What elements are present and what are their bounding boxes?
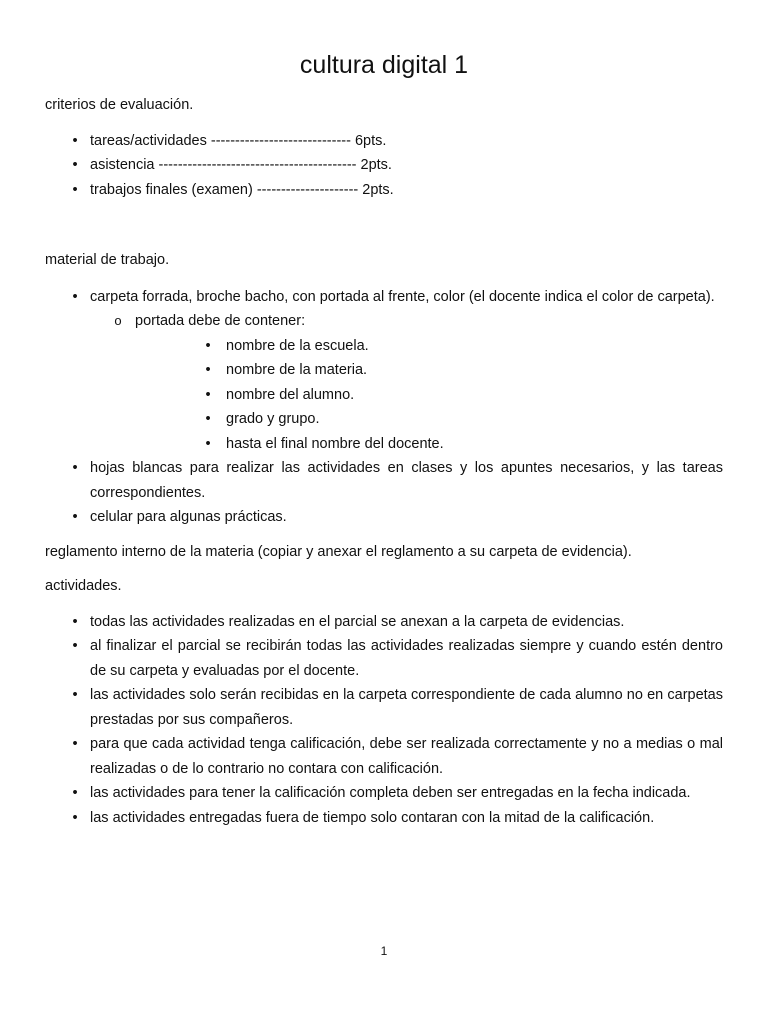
- list-item: [45, 505, 723, 530]
- criterio-asistencia: asistencia ----------------------------------------- 2pts.: [90, 157, 392, 173]
- bullet-icon: •: [205, 386, 211, 403]
- list-item: [45, 456, 723, 505]
- material-hojas: hojas blancas para realizar las actividades en clases y los apuntes necesarios, y las tareas correspondientes.: [90, 460, 723, 501]
- page-number: 1: [380, 944, 388, 958]
- list-item: [45, 153, 723, 178]
- bullet-icon: •: [72, 460, 78, 476]
- portada-items: [45, 334, 723, 457]
- portada-label: portada debe de contener:: [135, 313, 306, 329]
- actividad-item: al finalizar el parcial se recibirán todas las actividades realizadas siempre y cuando estén dentro de su carpeta y evaluadas por el docente.: [90, 638, 723, 679]
- list-item: [45, 610, 723, 635]
- document-title: cultura digital 1: [299, 51, 469, 79]
- material-heading: material de trabajo.: [45, 252, 170, 268]
- list-item: [45, 732, 723, 781]
- criterios-heading: criterios de evaluación.: [45, 97, 194, 113]
- bullet-icon: •: [72, 809, 78, 826]
- portada-item-materia: nombre de la materia.: [226, 362, 368, 378]
- portada-item-escuela: nombre de la escuela.: [226, 337, 369, 354]
- actividad-item: todas las actividades realizadas en el parcial se anexan a la carpeta de evidencias.: [90, 613, 625, 630]
- list-item: [45, 309, 723, 334]
- bullet-icon: •: [72, 157, 78, 173]
- list-item: [45, 806, 723, 831]
- list-item: [45, 334, 723, 359]
- actividades-list: [45, 610, 723, 831]
- criterio-tareas: tareas/actividades ----------------------------- 6pts.: [90, 132, 387, 149]
- bullet-icon: •: [72, 785, 78, 801]
- material-carpeta: carpeta forrada, broche bacho, con portada al frente, color (el docente indica el color de carpeta).: [90, 288, 715, 305]
- list-item: [45, 358, 723, 383]
- list-item: [45, 178, 723, 203]
- material-list: [45, 285, 723, 530]
- bullet-icon: •: [72, 181, 78, 198]
- circle-bullet-icon: o: [114, 313, 122, 328]
- bullet-icon: •: [72, 687, 78, 703]
- material-celular: celular para algunas prácticas.: [90, 509, 287, 525]
- document-body: [45, 93, 723, 830]
- actividad-item: las actividades solo serán recibidas en la carpeta correspondiente de cada alumno no en carpetas prestadas por sus compañeros.: [90, 687, 723, 728]
- actividades-heading: actividades.: [45, 578, 122, 594]
- list-item: [45, 407, 723, 432]
- list-item: [45, 634, 723, 683]
- list-item: [45, 683, 723, 732]
- criterio-trabajos-finales: trabajos finales (examen) --------------------- 2pts.: [90, 181, 394, 198]
- actividad-item: las actividades entregadas fuera de tiempo solo contaran con la mitad de la calificación.: [90, 809, 655, 826]
- list-item: [45, 129, 723, 154]
- actividad-item: las actividades para tener la calificación completa deben ser entregadas en la fecha indicada.: [90, 785, 691, 801]
- portada-item-docente: hasta el final nombre del docente.: [226, 435, 444, 452]
- actividad-item: para que cada actividad tenga calificación, debe ser realizada correctamente y no a medias o mal realizadas o de lo contrario no contara con calificación.: [90, 736, 723, 777]
- bullet-icon: •: [205, 435, 211, 452]
- criterios-list: [45, 129, 723, 203]
- bullet-icon: •: [72, 509, 78, 525]
- list-item: [45, 383, 723, 408]
- bullet-icon: •: [205, 337, 211, 354]
- portada-sublist: [45, 309, 723, 334]
- bullet-icon: •: [72, 132, 78, 149]
- reglamento-text: reglamento interno de la materia (copiar y anexar el reglamento a su carpeta de evidencia).: [45, 543, 632, 560]
- bullet-icon: •: [72, 638, 78, 654]
- bullet-icon: •: [205, 362, 211, 378]
- bullet-icon: •: [72, 736, 78, 752]
- bullet-icon: •: [205, 411, 211, 427]
- bullet-icon: •: [72, 288, 78, 305]
- list-item: [45, 781, 723, 806]
- portada-item-alumno: nombre del alumno.: [226, 386, 355, 403]
- list-item: [45, 432, 723, 457]
- portada-item-grado: grado y grupo.: [226, 411, 320, 427]
- list-item: [45, 285, 723, 457]
- bullet-icon: •: [72, 613, 78, 630]
